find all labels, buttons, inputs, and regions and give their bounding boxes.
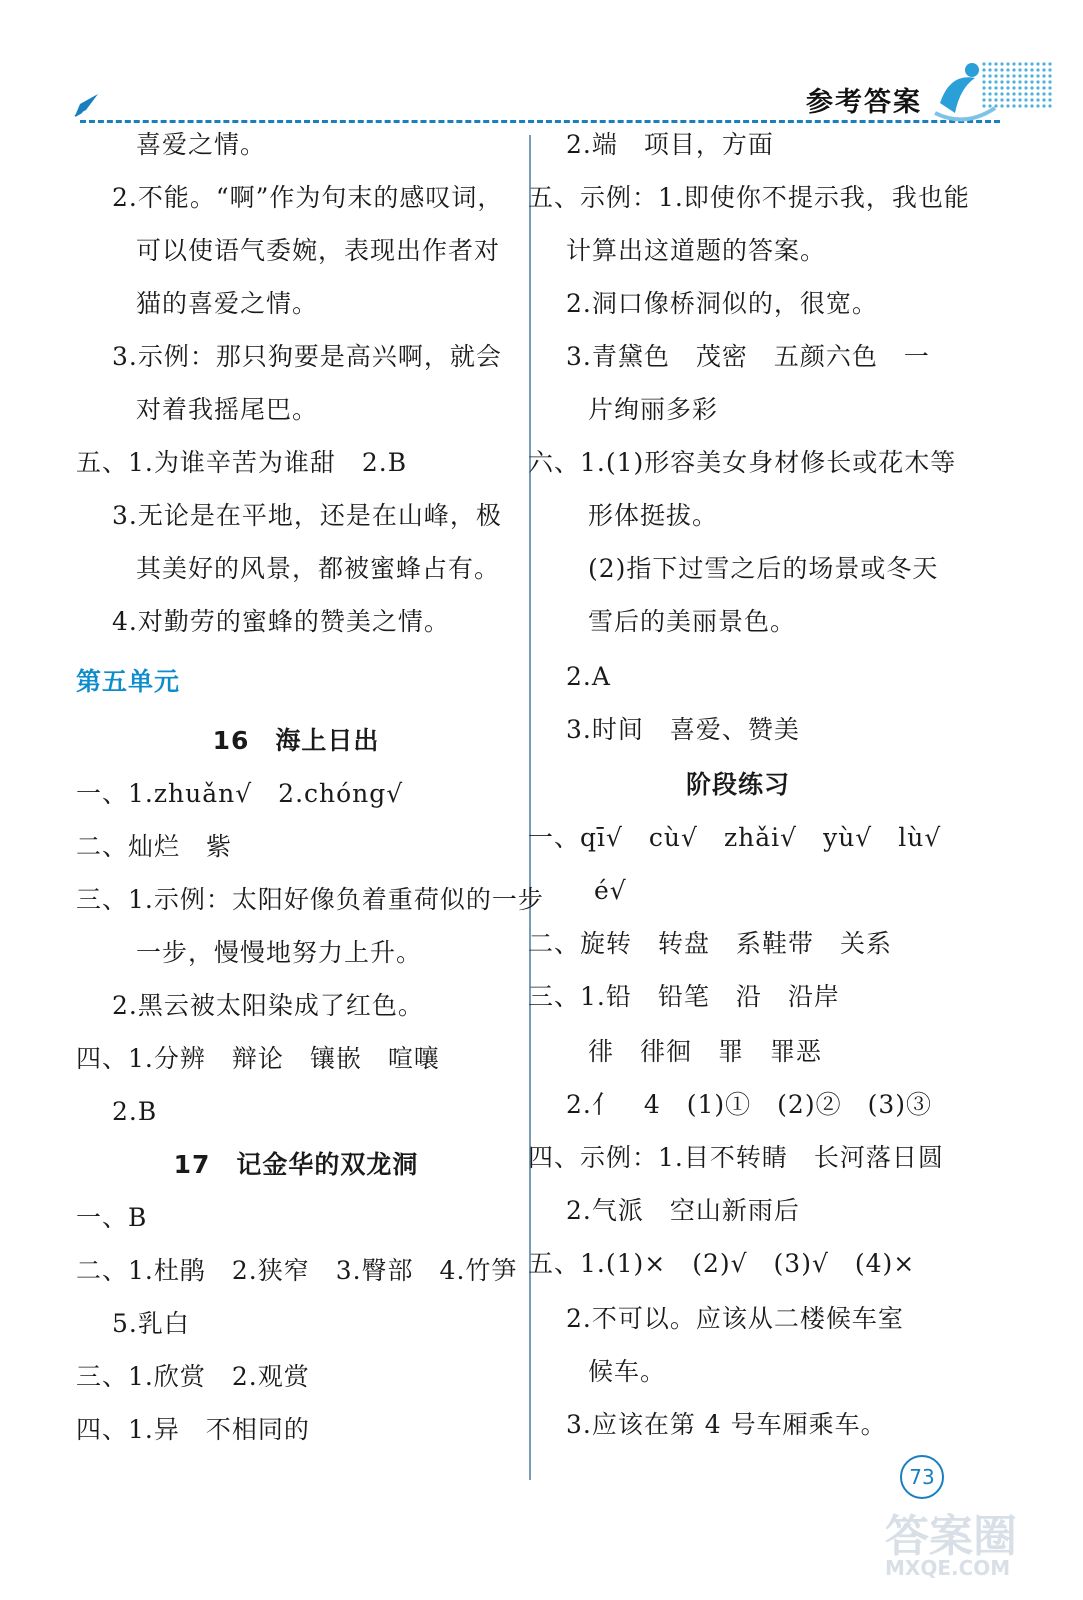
section-heading: 17 记金华的双龙洞 xyxy=(173,1150,419,1179)
answer-line: 猫的喜爱之情。 xyxy=(136,289,319,318)
grid-dot xyxy=(1018,68,1021,71)
answer-line: 一、B xyxy=(76,1203,148,1232)
grid-dot xyxy=(1024,86,1027,89)
answer-line: 4.对勤劳的蜜蜂的赞美之情。 xyxy=(112,607,450,636)
grid-dot xyxy=(1024,62,1027,65)
grid-dot xyxy=(1006,68,1009,71)
grid-dot xyxy=(994,74,997,77)
grid-dot xyxy=(988,74,991,77)
grid-dot xyxy=(982,104,985,107)
grid-dot xyxy=(1018,74,1021,77)
grid-dot xyxy=(988,68,991,71)
answer-line: 雪后的美丽景色。 xyxy=(588,607,797,636)
answer-line: 3.示例：那只狗要是高兴啊，就会 xyxy=(112,342,502,371)
answer-line: 2.B xyxy=(112,1097,158,1126)
grid-dot xyxy=(994,104,997,107)
grid-dot xyxy=(1030,80,1033,83)
answer-line: 2.不可以。应该从二楼候车室 xyxy=(566,1304,904,1333)
answer-line: 三、1.示例：太阳好像负着重荷似的一步 xyxy=(76,885,544,914)
grid-dot xyxy=(1042,68,1045,71)
grid-dot xyxy=(1012,98,1015,101)
grid-dot xyxy=(1048,86,1051,89)
answer-line: 3.无论是在平地，还是在山峰，极 xyxy=(112,501,502,530)
grid-dot xyxy=(982,62,985,65)
dot-pattern-icon xyxy=(980,60,1060,120)
grid-dot xyxy=(1012,62,1015,65)
answer-line: 三、1.欣赏 2.观赏 xyxy=(76,1362,310,1391)
answer-line: 片绚丽多彩 xyxy=(588,395,719,424)
grid-dot xyxy=(1024,92,1027,95)
section-heading: 16 海上日出 xyxy=(212,726,380,755)
grid-dot xyxy=(1030,68,1033,71)
grid-dot xyxy=(1018,92,1021,95)
grid-dot xyxy=(1048,92,1051,95)
grid-dot xyxy=(1042,98,1045,101)
grid-dot xyxy=(1030,86,1033,89)
answer-line: 2.黑云被太阳染成了红色。 xyxy=(112,991,424,1020)
grid-dot xyxy=(1000,62,1003,65)
grid-dot xyxy=(1042,62,1045,65)
grid-dot xyxy=(1012,74,1015,77)
grid-dot xyxy=(1042,104,1045,107)
grid-dot xyxy=(1024,80,1027,83)
answer-line: 六、1.(1)形容美女身材修长或花木等 xyxy=(528,448,957,477)
grid-dot xyxy=(1030,98,1033,101)
grid-dot xyxy=(1006,86,1009,89)
answer-line: 喜爱之情。 xyxy=(136,130,267,159)
answer-line: 一、qī√ cù√ zhǎi√ yù√ lù√ xyxy=(528,823,942,852)
answer-line: 2.A xyxy=(566,662,611,691)
grid-dot xyxy=(988,98,991,101)
grid-dot xyxy=(1000,68,1003,71)
grid-dot xyxy=(1030,92,1033,95)
grid-dot xyxy=(988,92,991,95)
page-title: 参考答案 xyxy=(806,87,922,118)
answer-line: 可以使语气委婉，表现出作者对 xyxy=(136,236,501,265)
grid-dot xyxy=(1042,74,1045,77)
header-dashed-rule xyxy=(80,120,1000,123)
grid-dot xyxy=(982,98,985,101)
answer-line: 2.气派 空山新雨后 xyxy=(566,1196,800,1225)
grid-dot xyxy=(1036,104,1039,107)
grid-dot xyxy=(1018,86,1021,89)
grid-dot xyxy=(1024,74,1027,77)
answer-line: 2.洞口像桥洞似的，很宽。 xyxy=(566,289,878,318)
grid-dot xyxy=(1006,92,1009,95)
grid-dot xyxy=(1000,98,1003,101)
grid-dot xyxy=(1006,80,1009,83)
answer-line: 五、示例：1.即使你不提示我，我也能 xyxy=(528,183,970,212)
answer-line: 徘 徘徊 罪 罪恶 xyxy=(588,1037,823,1066)
grid-dot xyxy=(1012,80,1015,83)
grid-dot xyxy=(1048,74,1051,77)
answer-line: (2)指下过雪之后的场景或冬天 xyxy=(588,554,939,583)
watermark-line1: 答案圈 xyxy=(885,1511,1017,1562)
answer-line: 三、1.铅 铅笔 沿 沿岸 xyxy=(528,982,840,1011)
answer-line: 计算出这道题的答案。 xyxy=(566,236,827,265)
section-heading: 阶段练习 xyxy=(685,770,790,799)
grid-dot xyxy=(982,80,985,83)
grid-dot xyxy=(1000,104,1003,107)
answer-line: 四、示例：1.目不转睛 长河落日圆 xyxy=(528,1143,944,1172)
answer-line: 2.端 项目，方面 xyxy=(566,130,774,159)
answer-line: 二、1.杜鹃 2.狭窄 3.臀部 4.竹笋 xyxy=(76,1256,518,1285)
answer-line: 形体挺拔。 xyxy=(588,501,719,530)
answer-line: 2.亻 4 (1)① (2)② (3)③ xyxy=(566,1090,932,1119)
answer-line: 3.时间 喜爱、赞美 xyxy=(566,715,800,744)
answer-line: 四、1.异 不相同的 xyxy=(76,1415,310,1444)
grid-dot xyxy=(1012,68,1015,71)
grid-dot xyxy=(1018,104,1021,107)
grid-dot xyxy=(982,86,985,89)
grid-dot xyxy=(1006,62,1009,65)
grid-dot xyxy=(1036,62,1039,65)
grid-dot xyxy=(1000,86,1003,89)
grid-dot xyxy=(1006,74,1009,77)
grid-dot xyxy=(1018,80,1021,83)
watermark-line2: MXQE.COM xyxy=(885,1556,1011,1580)
grid-dot xyxy=(1042,92,1045,95)
answer-line: 3.青黛色 茂密 五颜六色 一 xyxy=(566,342,930,371)
answer-line: 一、1.zhuǎn√ 2.chóng√ xyxy=(76,779,404,808)
grid-dot xyxy=(988,62,991,65)
unit-heading: 第五单元 xyxy=(76,667,181,696)
grid-dot xyxy=(1030,74,1033,77)
grid-dot xyxy=(1000,80,1003,83)
answer-line: 五、1.为谁辛苦为谁甜 2.B xyxy=(76,448,408,477)
grid-dot xyxy=(994,62,997,65)
answer-line: 5.乳白 xyxy=(112,1309,190,1338)
grid-dot xyxy=(1024,98,1027,101)
grid-dot xyxy=(1036,74,1039,77)
grid-dot xyxy=(1006,98,1009,101)
answer-line: é√ xyxy=(594,876,627,905)
grid-dot xyxy=(1048,68,1051,71)
grid-dot xyxy=(988,80,991,83)
grid-dot xyxy=(994,98,997,101)
grid-dot xyxy=(1000,92,1003,95)
grid-dot xyxy=(994,92,997,95)
watermark-logo xyxy=(885,1500,1017,1580)
answer-line: 五、1.(1)× (2)√ (3)√ (4)× xyxy=(528,1249,916,1278)
grid-dot xyxy=(1018,98,1021,101)
grid-dot xyxy=(1012,86,1015,89)
grid-dot xyxy=(982,68,985,71)
grid-dot xyxy=(1042,86,1045,89)
grid-dot xyxy=(1036,80,1039,83)
grid-dot xyxy=(1030,104,1033,107)
grid-dot xyxy=(1006,104,1009,107)
grid-dot xyxy=(1012,92,1015,95)
grid-dot xyxy=(1018,62,1021,65)
answer-line: 候车。 xyxy=(588,1357,667,1386)
grid-dot xyxy=(1030,62,1033,65)
answer-line: 3.应该在第 4 号车厢乘车。 xyxy=(566,1410,887,1439)
grid-dot xyxy=(1036,98,1039,101)
answer-line: 一步，慢慢地努力上升。 xyxy=(136,938,423,967)
grid-dot xyxy=(1048,62,1051,65)
answer-line: 2.不能。“啊”作为句末的感叹词， xyxy=(112,183,504,212)
grid-dot xyxy=(1000,74,1003,77)
grid-dot xyxy=(1048,104,1051,107)
grid-dot xyxy=(994,86,997,89)
answer-line: 二、灿烂 紫 xyxy=(76,832,233,861)
grid-dot xyxy=(1048,80,1051,83)
answer-line: 四、1.分辨 辩论 镶嵌 喧嚷 xyxy=(76,1044,440,1073)
grid-dot xyxy=(988,86,991,89)
answer-line: 二、旋转 转盘 系鞋带 关系 xyxy=(528,929,893,958)
grid-dot xyxy=(1036,86,1039,89)
grid-dot xyxy=(1024,68,1027,71)
grid-dot xyxy=(1048,98,1051,101)
grid-dot xyxy=(988,104,991,107)
answer-line: 对着我摇尾巴。 xyxy=(136,395,319,424)
grid-dot xyxy=(1036,68,1039,71)
grid-dot xyxy=(994,80,997,83)
grid-dot xyxy=(982,74,985,77)
grid-dot xyxy=(1024,104,1027,107)
grid-dot xyxy=(1042,80,1045,83)
page-header xyxy=(0,0,1083,140)
pen-icon xyxy=(72,90,102,120)
grid-dot xyxy=(982,92,985,95)
answer-line: 其美好的风景，都被蜜蜂占有。 xyxy=(136,554,501,583)
grid-dot xyxy=(1036,92,1039,95)
page-number: 73 xyxy=(900,1455,944,1499)
grid-dot xyxy=(1012,104,1015,107)
grid-dot xyxy=(994,68,997,71)
